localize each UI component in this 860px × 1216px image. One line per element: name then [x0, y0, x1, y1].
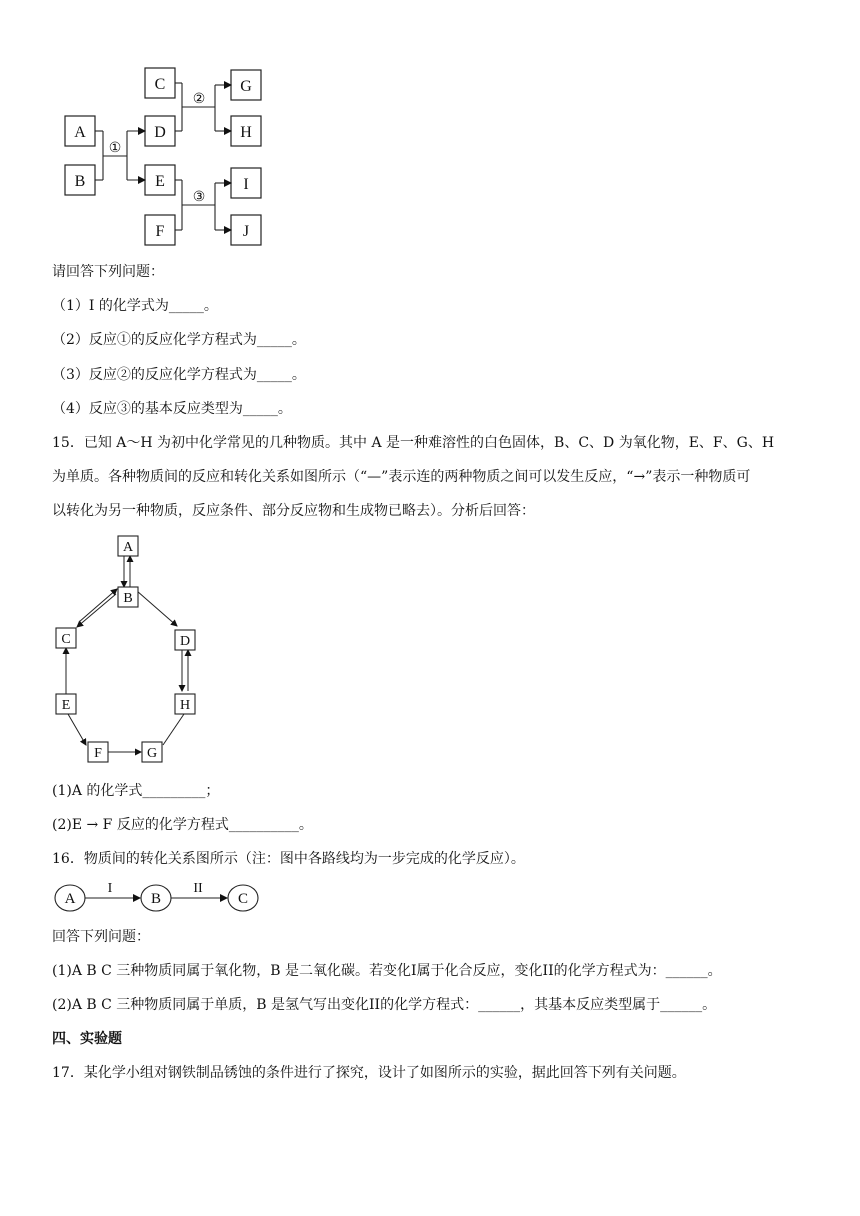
conversion-diagram-q16: [50, 876, 265, 920]
node-a: A: [74, 124, 86, 141]
reaction-label-3: ③: [192, 190, 206, 205]
q15-node-c: C: [61, 632, 71, 647]
conversion-diagram-q15: [50, 530, 210, 765]
q16-node-a: A: [64, 891, 76, 907]
q15-node-b: B: [123, 591, 133, 606]
q15-node-h: H: [179, 698, 191, 713]
q14-item-4: （4）反应③的基本反应类型为_____。: [52, 401, 292, 417]
node-d: D: [154, 124, 166, 141]
q14-prompt: 请回答下列问题：: [52, 264, 164, 280]
node-i: I: [243, 176, 249, 193]
node-j: J: [242, 223, 250, 240]
q15-item-1: (1)A 的化学式_________；: [52, 783, 220, 799]
q15-line-2: 为单质。各种物质间的反应和转化关系如图所示（“—”表示连的两种物质之间可以发生反应，“→”表示一种物质可: [52, 469, 751, 485]
q14-item-3: （3）反应②的反应化学方程式为_____。: [52, 367, 306, 383]
q16-line: 16．物质间的转化关系图所示（注：图中各路线均为一步完成的化学反应）。: [52, 851, 525, 867]
node-f: F: [155, 223, 165, 240]
node-h: H: [240, 124, 252, 141]
node-c: C: [154, 76, 166, 93]
reaction-label-2: ②: [192, 92, 206, 107]
q15-line-1: 15．已知 A～H 为初中化学常见的几种物质。其中 A 是一种难溶性的白色固体，B、C、D 为氧化物，E、F、G、H: [52, 435, 775, 451]
section-title: 四、实验题: [52, 1031, 122, 1047]
q17-line: 17．某化学小组对钢铁制品锈蚀的条件进行了探究，设计了如图所示的实验，据此回答下列有关问题。: [52, 1065, 686, 1081]
node-g: G: [240, 78, 252, 95]
q15-node-a: A: [122, 540, 134, 555]
q16-label-i: I: [107, 881, 113, 896]
q16-node-c: C: [237, 891, 249, 907]
node-e: E: [155, 173, 165, 190]
reaction-diagram-1: [55, 62, 275, 247]
q14-item-2: （2）反应①的反应化学方程式为_____。: [52, 332, 306, 348]
q16-item-1: (1)A B C 三种物质同属于氧化物，B 是二氧化碳。若变化I属于化合反应，变化II的化学方程式为：______。: [52, 963, 722, 979]
q15-node-g: G: [146, 746, 158, 761]
q16-label-ii: II: [193, 881, 203, 896]
q15-node-f: F: [94, 746, 102, 761]
q16-node-b: B: [150, 891, 162, 907]
q15-node-e: E: [61, 698, 71, 713]
reaction-label-1: ①: [108, 141, 122, 156]
node-b: B: [74, 173, 86, 190]
q15-line-3: 以转化为另一种物质，反应条件、部分反应物和生成物已略去）。分析后回答：: [52, 503, 535, 519]
q16-item-2: (2)A B C 三种物质同属于单质，B 是氢气写出变化II的化学方程式：______，其基本反应类型属于______。: [52, 997, 717, 1013]
q14-item-1: （1）I 的化学式为_____。: [52, 298, 218, 314]
q15-item-2: (2)E → F 反应的化学方程式__________。: [52, 817, 313, 833]
q15-node-d: D: [179, 634, 191, 649]
q16-prompt: 回答下列问题：: [52, 929, 150, 945]
